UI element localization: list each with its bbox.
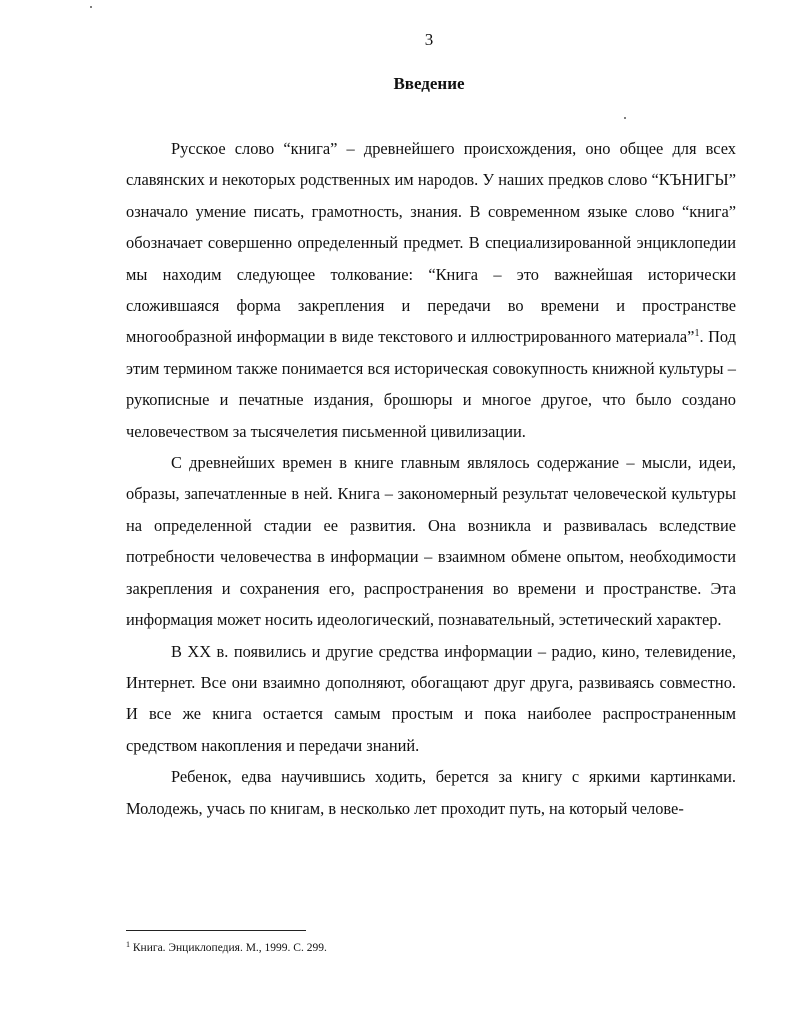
footnote-mark: 1 xyxy=(126,940,130,949)
page-title: Введение xyxy=(393,74,465,93)
footnote xyxy=(126,940,327,956)
paragraph-3: В XX в. появились и другие средства информации – радио, кино, телевидение, Интернет. Все они взаимно дополняют, обогащают друг друга, развиваясь совместно. И все же книга остается самым простым и пока наиболее распространенным средством накопления и передачи знаний. xyxy=(126,641,736,755)
footnote-text: Книга. Энциклопедия. М., 1999. С. 299. xyxy=(130,942,327,954)
paragraph-1 xyxy=(126,133,736,447)
page-number: 3 xyxy=(424,30,434,49)
paragraph-2: С древнейших времен в книге главным являлось содержание – мысли, идеи, образы, запечатленные в ней. Книга – закономерный результат человеческой культуры на определенной стадии ее развития. Она возникла и развивалась вследствие потребности человечества в информации – взаимном обмене опытом, необходимости закрепления и сохранения его, распространения во времени и пространстве. Эта информация может носить идеологический, познавательный, эстетический характер. xyxy=(126,453,736,630)
body-text xyxy=(126,133,736,824)
paragraph-4: Ребенок, едва научившись ходить, берется за книгу с яркими картинками. Молодежь, учась по книгам, в несколько лет проходит путь, на который челове- xyxy=(126,767,736,818)
scan-speck xyxy=(90,6,92,8)
paragraph-1-text-continued: . Под этим термином также понимается вся историческая совокупность книжной культуры – рукописные и печатные издания, брошюры и многое другое, что было создано человечеством за тысячелетия письменной цивилизации. xyxy=(126,327,736,441)
footnote-divider xyxy=(126,930,306,931)
scan-speck xyxy=(624,117,626,119)
footnote-reference[interactable]: 1 xyxy=(694,328,700,340)
paragraph-1-text: Русское слово “книга” – древнейшего происхождения, оно общее для всех славянских и некоторых родственных им народов. У наших предков слово “КЪНИГЫ” означало умение писать, грамотность, знания. В современном языке слово “книга” обозначает совершенно определенный предмет. В специализированной энциклопедии мы находим следующее толкование: “Книга – это важнейшая исторически сложившаяся форма закрепления и передачи во времени и пространстве многообразной информации в виде текстового и иллюстрированного материала” xyxy=(126,139,736,347)
